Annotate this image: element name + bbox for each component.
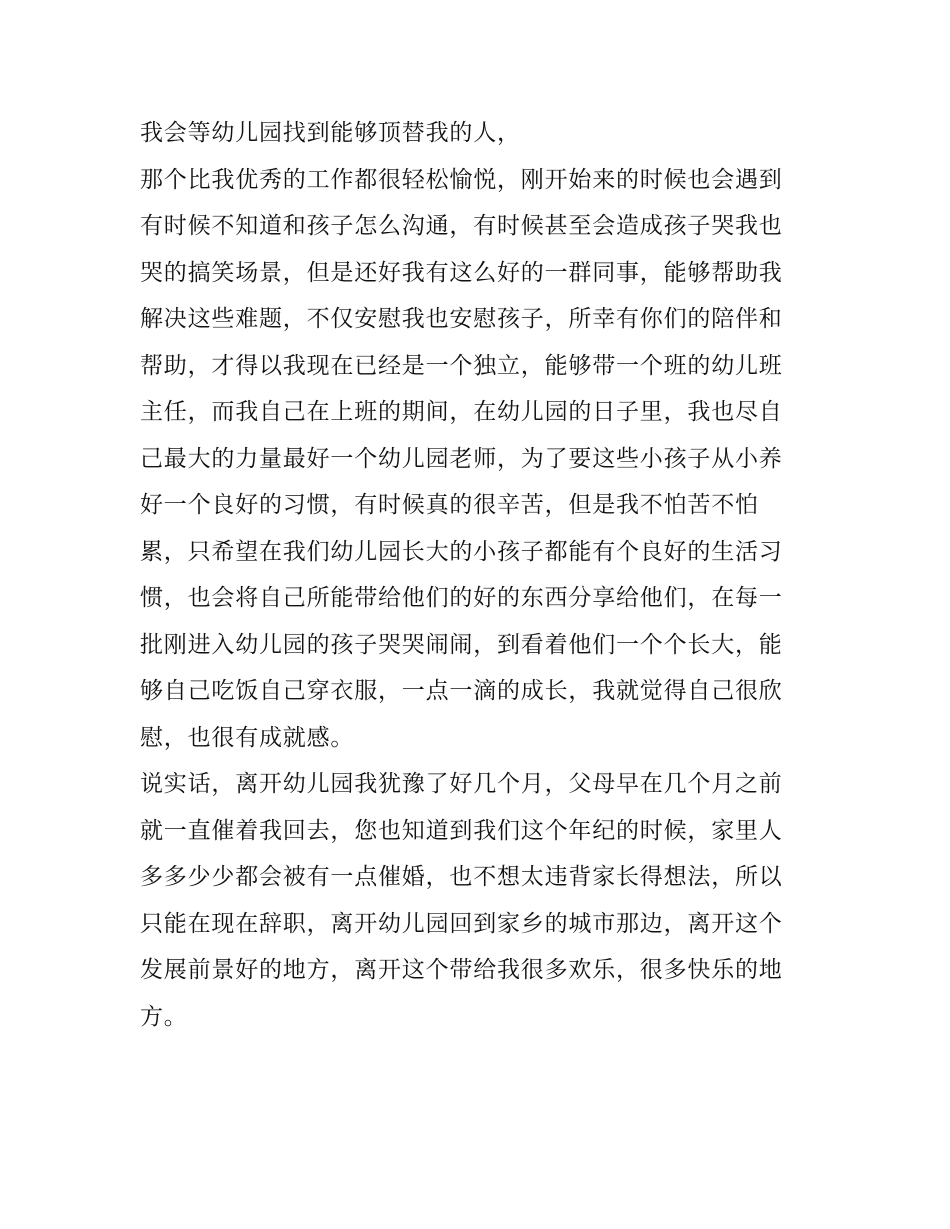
text-line: 惯，也会将自己所能带给他们的好的东西分享给他们，在每一 [140,585,783,611]
text-line: 哭的搞笑场景，但是还好我有这么好的一群同事，能够帮助我 [140,259,783,286]
text-line: 有时候不知道和孩子怎么沟通，有时候甚至会造成孩子哭我也 [140,213,783,239]
text-line: 就一直催着我回去，您也知道到我们这个年纪的时候，家里人 [140,817,783,844]
text-line: 慰，也很有成就感。 [140,724,355,751]
text-line: 累，只希望在我们幼儿园长大的小孩子都能有个良好的生活习 [140,538,783,565]
text-line: 说实话，离开幼儿园我犹豫了好几个月，父母早在几个月之前 [140,771,783,797]
text-line: 己最大的力量最好一个幼儿园老师，为了要这些小孩子从小养 [140,445,783,472]
text-line: 我会等幼儿园找到能够顶替我的人， [140,120,521,146]
text-line: 只能在现在辞职，离开幼儿园回到家乡的城市那边，离开这个 [140,910,783,937]
text-line: 解决这些难题，不仅安慰我也安慰孩子，所幸有你们的陪伴和 [140,306,783,332]
text-line: 发展前景好的地方，离开这个带给我很多欢乐，很多快乐的地 [140,957,783,983]
text-line: 好一个良好的习惯，有时候真的很辛苦，但是我不怕苦不怕 [140,492,759,518]
document-body-text [140,110,830,1040]
text-line: 够自己吃饭自己穿衣服，一点一滴的成长，我就觉得自己很欣 [140,678,783,704]
text-line: 主任，而我自己在上班的期间，在幼儿园的日子里，我也尽自 [140,399,783,425]
text-line: 方。 [140,1003,188,1030]
text-line: 批刚进入幼儿园的孩子哭哭闹闹，到看着他们一个个长大，能 [140,631,783,658]
text-line: 那个比我优秀的工作都很轻松愉悦，刚开始来的时候也会遇到 [140,166,783,193]
text-line: 多多少少都会被有一点催婚，也不想太违背家长得想法，所以 [140,864,783,890]
text-line: 帮助，才得以我现在已经是一个独立，能够带一个班的幼儿班 [140,352,783,379]
